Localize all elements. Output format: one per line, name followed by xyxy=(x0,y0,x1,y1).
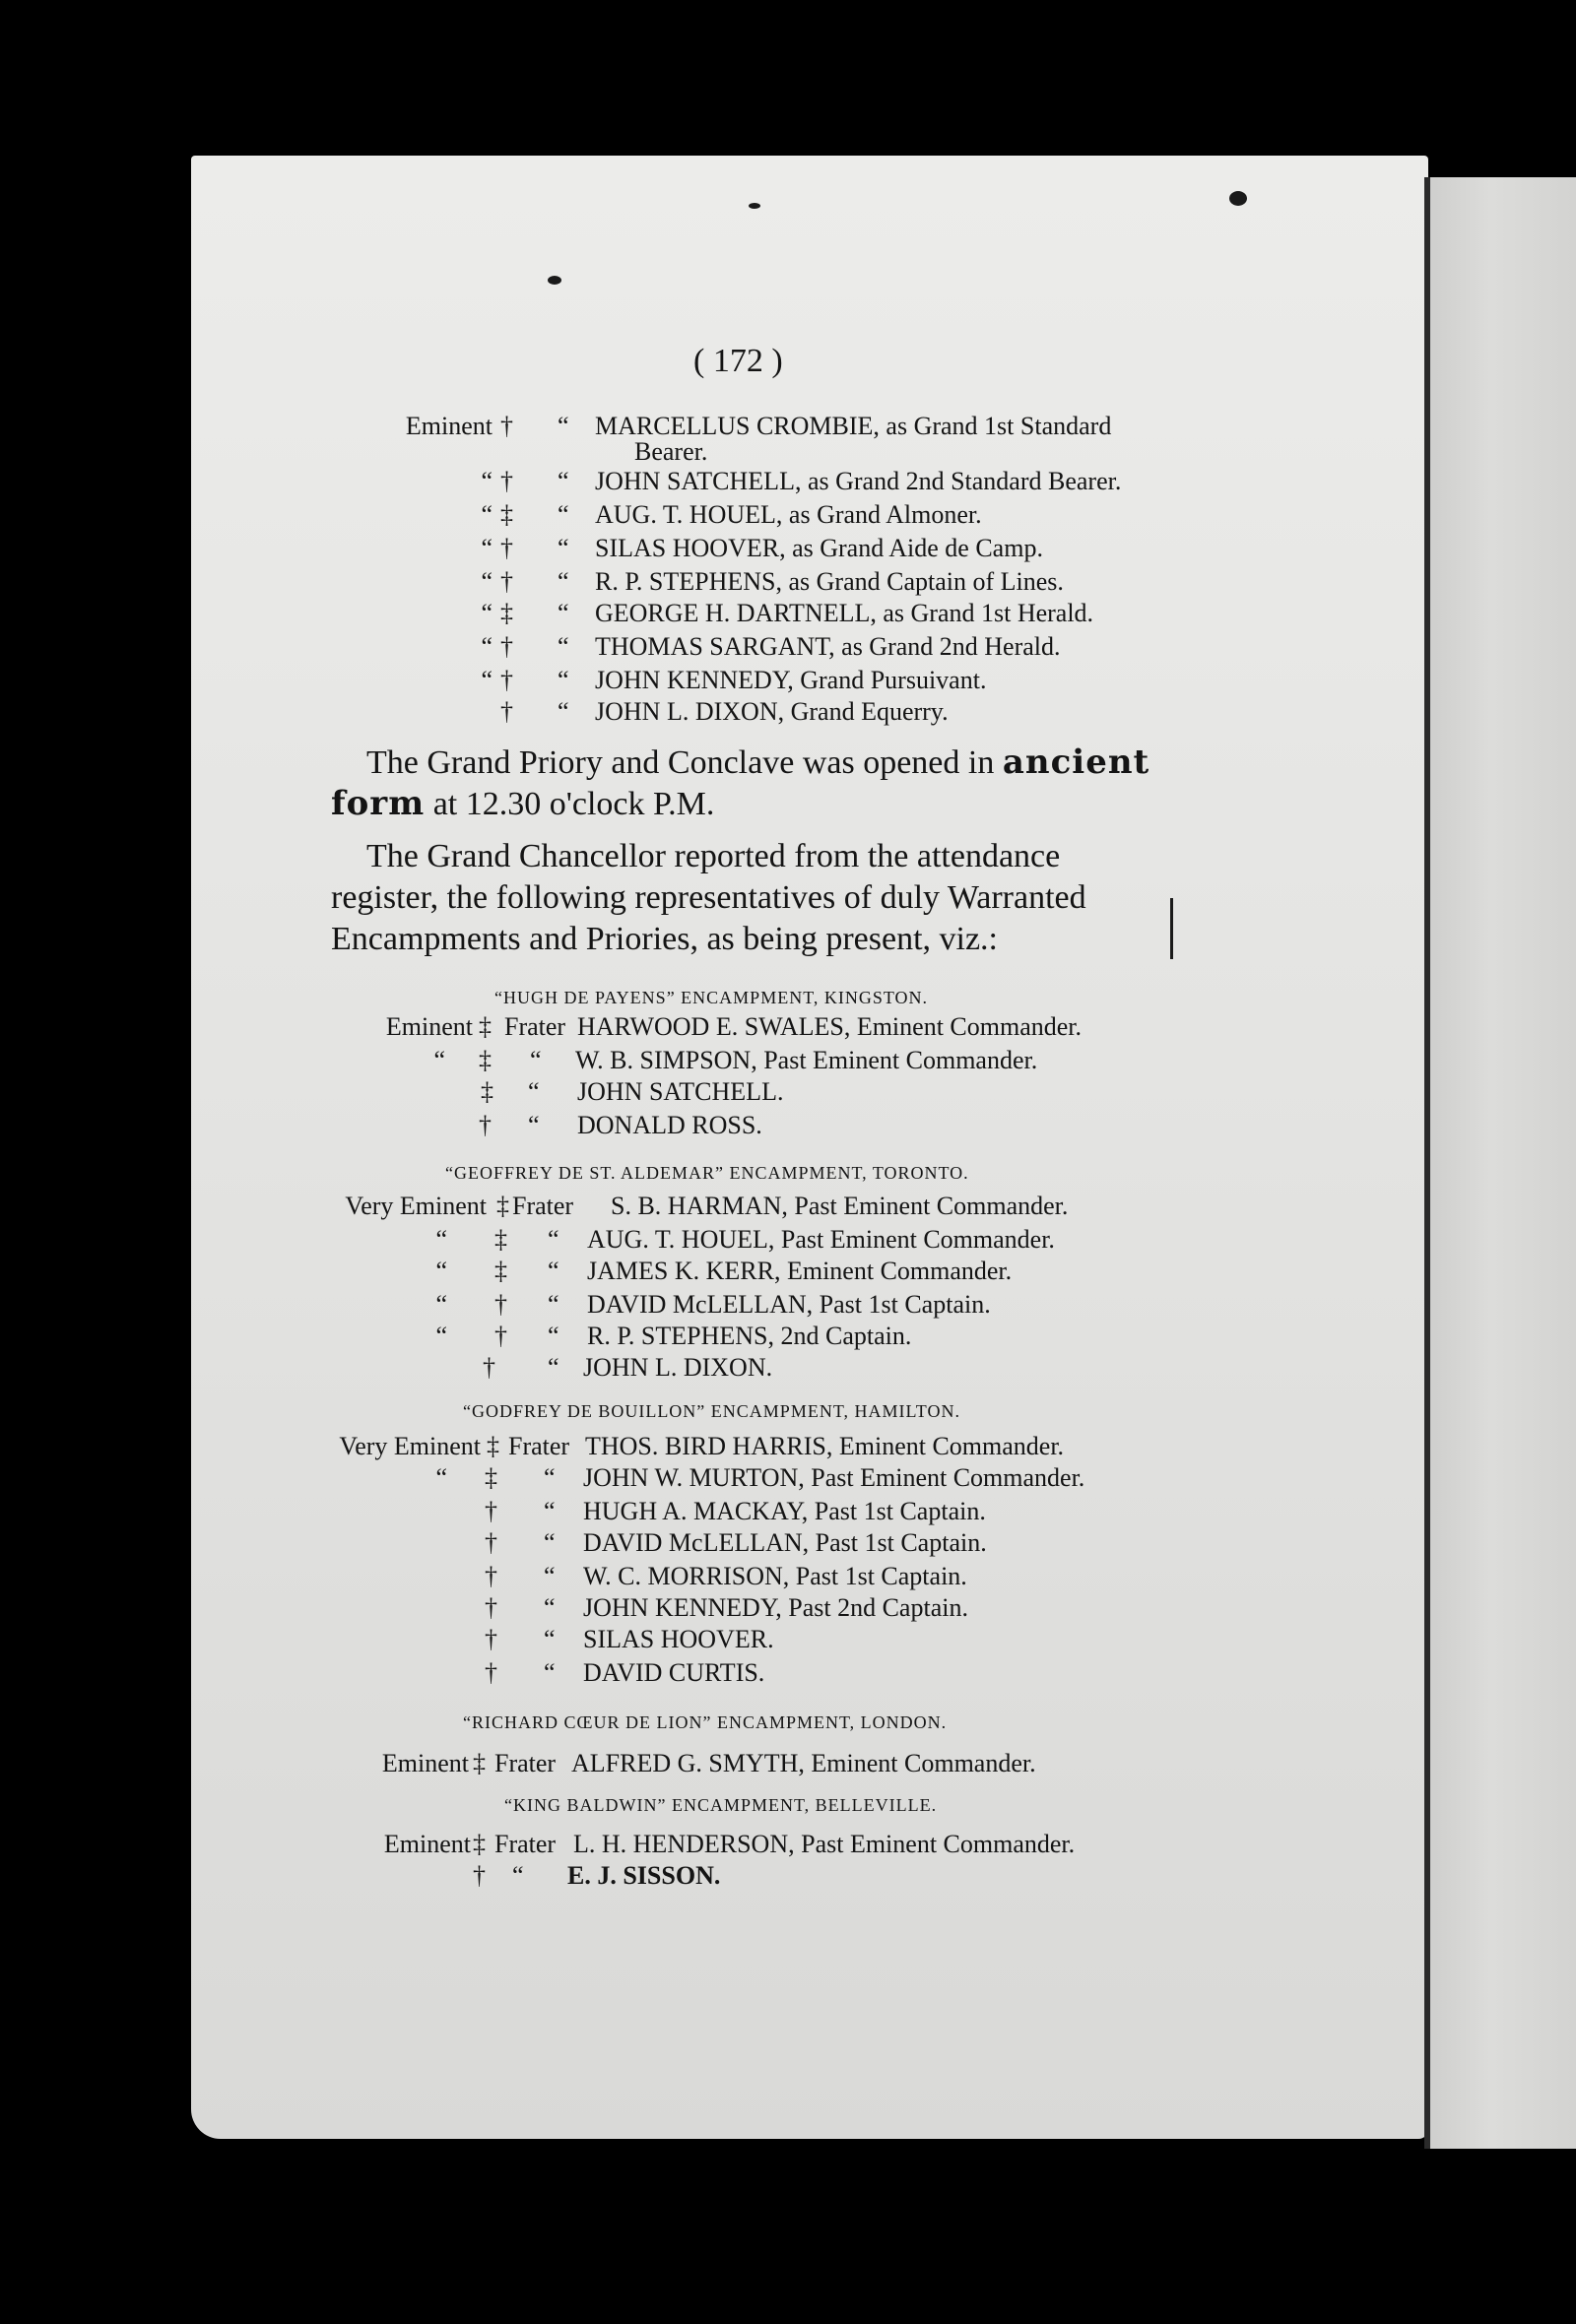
entry-rank: Very Eminent xyxy=(339,1432,481,1460)
entry-q: “ xyxy=(558,500,569,529)
entry-text: AUG. T. HOUEL, Past Eminent Commander. xyxy=(587,1225,1055,1254)
entry-sym: † xyxy=(473,1861,486,1890)
entry-q: “ xyxy=(558,666,569,694)
entry-q: Frater xyxy=(512,1192,574,1220)
entry-q: “ xyxy=(558,534,569,562)
entry-q: “ xyxy=(544,1562,556,1590)
opening-paragraph-line-1 xyxy=(366,742,1149,783)
entry-q: “ xyxy=(558,599,569,627)
opening-time: at 12.30 o'clock P.M. xyxy=(425,786,715,822)
entry-sym: ‡ xyxy=(479,1046,492,1074)
encampment-heading: “GODFREY DE BOUILLON” ENCAMPMENT, HAMILTON. xyxy=(463,1401,960,1421)
entry-sym: † xyxy=(479,1111,492,1139)
entry-sym: † xyxy=(500,632,513,661)
entry-sym: † xyxy=(483,1353,495,1382)
entry-q: “ xyxy=(544,1625,556,1653)
entry-rank: “ xyxy=(481,500,492,529)
entry-text: E. J. SISSON. xyxy=(567,1861,721,1890)
encampment-heading: “RICHARD CŒUR DE LION” ENCAMPMENT, LONDON. xyxy=(463,1712,948,1732)
entry-rank: Eminent xyxy=(381,1749,469,1777)
entry-text: R. P. STEPHENS, as Grand Captain of Lines. xyxy=(595,567,1064,596)
entry-sym: ‡ xyxy=(473,1830,486,1858)
entry-sym: ‡ xyxy=(485,1463,497,1492)
encampment-heading: “KING BALDWIN” ENCAMPMENT, BELLEVILLE. xyxy=(504,1795,938,1815)
entry-q: “ xyxy=(544,1497,556,1525)
entry-sym: † xyxy=(485,1593,497,1622)
entry-rank: Eminent xyxy=(383,1830,471,1858)
entry-text: ALFRED G. SMYTH, Eminent Commander. xyxy=(571,1749,1036,1777)
entry-rank: “ xyxy=(435,1322,447,1350)
entry-rank: “ xyxy=(435,1290,447,1319)
entry-text: AUG. T. HOUEL, as Grand Almoner. xyxy=(595,500,982,529)
report-line-1: The Grand Chancellor reported from the attendance xyxy=(366,838,1061,874)
entry-rank: “ xyxy=(435,1257,447,1285)
entry-q: “ xyxy=(558,632,569,661)
entry-text: HARWOOD E. SWALES, Eminent Commander. xyxy=(577,1012,1083,1041)
entry-q: “ xyxy=(548,1257,559,1285)
entry-text: THOMAS SARGANT, as Grand 2nd Herald. xyxy=(595,632,1061,661)
entry-rank: “ xyxy=(481,632,492,661)
entry-rank: “ xyxy=(481,534,492,562)
entry-sym: † xyxy=(500,534,513,562)
entry-rank: “ xyxy=(435,1225,447,1254)
entry-text: GEORGE H. DARTNELL, as Grand 1st Herald. xyxy=(595,599,1094,627)
entry-sym: † xyxy=(500,412,513,440)
entry-text: JOHN KENNEDY, Grand Pursuivant. xyxy=(595,666,987,694)
entry-sym: † xyxy=(485,1625,497,1653)
entry-q: “ xyxy=(558,567,569,596)
entry-sym: † xyxy=(500,467,513,495)
entry-sym: ‡ xyxy=(487,1432,499,1460)
entry-sym: † xyxy=(485,1528,497,1557)
entry-text: JOHN W. MURTON, Past Eminent Commander. xyxy=(583,1463,1085,1492)
entry-text: HUGH A. MACKAY, Past 1st Captain. xyxy=(583,1497,986,1525)
entry-q: “ xyxy=(558,697,569,726)
entry-rank: “ xyxy=(481,599,492,627)
entry-q: “ xyxy=(548,1322,559,1350)
entry-sym: † xyxy=(485,1562,497,1590)
entry-sym: ‡ xyxy=(481,1077,493,1106)
entry-q: “ xyxy=(544,1593,556,1622)
form-word: form xyxy=(331,784,426,823)
entry-rank: “ xyxy=(433,1046,445,1074)
entry-sym: † xyxy=(500,666,513,694)
entry-text: Bearer. xyxy=(634,437,708,466)
entry-text: DAVID CURTIS. xyxy=(583,1658,765,1687)
entry-text: JOHN SATCHELL, as Grand 2nd Standard Bearer. xyxy=(595,467,1122,495)
entry-rank: “ xyxy=(481,567,492,596)
entry-text: JOHN KENNEDY, Past 2nd Captain. xyxy=(583,1593,968,1622)
scan-speck xyxy=(1229,191,1247,206)
entry-sym: † xyxy=(494,1322,507,1350)
entry-text: MARCELLUS CROMBIE, as Grand 1st Standard xyxy=(595,412,1112,440)
entry-q: “ xyxy=(544,1528,556,1557)
entry-q: Frater xyxy=(508,1432,570,1460)
opening-paragraph-line-2 xyxy=(331,784,714,824)
entry-sym: ‡ xyxy=(500,500,513,529)
entry-q: “ xyxy=(528,1077,540,1106)
encampment-heading: “HUGH DE PAYENS” ENCAMPMENT, KINGSTON. xyxy=(494,988,929,1007)
entry-text: THOS. BIRD HARRIS, Eminent Commander. xyxy=(585,1432,1065,1460)
entry-sym: ‡ xyxy=(494,1225,507,1254)
entry-sym: † xyxy=(500,567,513,596)
entry-q: Frater xyxy=(504,1012,566,1041)
entry-q: “ xyxy=(528,1111,540,1139)
scan-speck xyxy=(749,203,760,209)
entry-text: DAVID McLELLAN, Past 1st Captain. xyxy=(587,1290,991,1319)
entry-text: JAMES K. KERR, Eminent Commander. xyxy=(587,1257,1013,1285)
entry-sym: ‡ xyxy=(496,1192,509,1220)
entry-q: “ xyxy=(530,1046,542,1074)
entry-text: DAVID McLELLAN, Past 1st Captain. xyxy=(583,1528,987,1557)
report-line-3: Encampments and Priories, as being present, viz.: xyxy=(331,921,998,957)
ancient-word: ancient xyxy=(1002,742,1150,782)
entry-sym: ‡ xyxy=(479,1012,492,1041)
entry-q: “ xyxy=(548,1225,559,1254)
entry-text: JOHN SATCHELL. xyxy=(577,1077,784,1106)
entry-sym: † xyxy=(494,1290,507,1319)
entry-text: L. H. HENDERSON, Past Eminent Commander. xyxy=(573,1830,1076,1858)
entry-text: SILAS HOOVER. xyxy=(583,1625,774,1653)
entry-rank: Eminent xyxy=(385,1012,473,1041)
entry-q: “ xyxy=(544,1658,556,1687)
opening-text: The Grand Priory and Conclave was opened in xyxy=(366,744,995,781)
entry-sym: ‡ xyxy=(473,1749,486,1777)
entry-text: W. B. SIMPSON, Past Eminent Commander. xyxy=(575,1046,1038,1074)
entry-q: “ xyxy=(548,1353,559,1382)
page-number: ( 172 ) xyxy=(693,343,783,379)
scan-speck xyxy=(548,276,561,285)
entry-rank: Eminent xyxy=(405,412,492,440)
entry-sym: † xyxy=(485,1658,497,1687)
entry-q: “ xyxy=(558,412,569,440)
entry-q: Frater xyxy=(494,1749,557,1777)
facing-page-edge xyxy=(1424,177,1576,2149)
entry-rank: “ xyxy=(435,1463,447,1492)
entry-q: “ xyxy=(548,1290,559,1319)
pencil-mark xyxy=(1170,898,1173,959)
entry-sym: ‡ xyxy=(494,1257,507,1285)
report-line-2: register, the following representatives of duly Warranted xyxy=(331,879,1086,916)
entry-text: W. C. MORRISON, Past 1st Captain. xyxy=(583,1562,967,1590)
entry-sym: ‡ xyxy=(500,599,513,627)
entry-q: “ xyxy=(544,1463,556,1492)
entry-rank: “ xyxy=(481,666,492,694)
entry-text: DONALD ROSS. xyxy=(577,1111,762,1139)
entry-text: SILAS HOOVER, as Grand Aide de Camp. xyxy=(595,534,1043,562)
encampment-heading: “GEOFFREY DE ST. ALDEMAR” ENCAMPMENT, TORONTO. xyxy=(445,1163,969,1183)
entry-q: Frater xyxy=(494,1830,557,1858)
entry-q: “ xyxy=(558,467,569,495)
entry-text: JOHN L. DIXON. xyxy=(583,1353,773,1382)
entry-sym: † xyxy=(500,697,513,726)
entry-text: R. P. STEPHENS, 2nd Captain. xyxy=(587,1322,912,1350)
entry-rank: “ xyxy=(481,467,492,495)
entry-sym: † xyxy=(485,1497,497,1525)
entry-text: S. B. HARMAN, Past Eminent Commander. xyxy=(611,1192,1069,1220)
entry-q: “ xyxy=(512,1861,524,1890)
entry-rank: Very Eminent xyxy=(345,1192,487,1220)
entry-text: JOHN L. DIXON, Grand Equerry. xyxy=(595,697,949,726)
